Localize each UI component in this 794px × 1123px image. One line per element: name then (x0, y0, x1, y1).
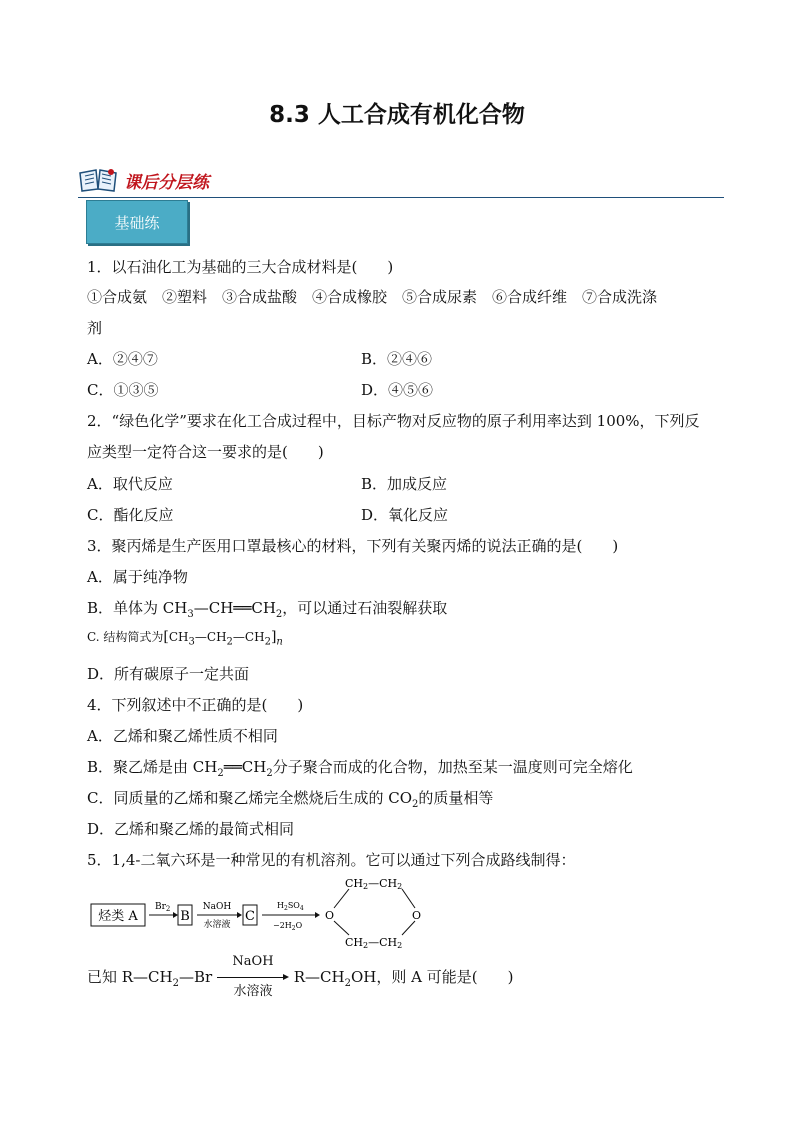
q2-option-d: D．氧化反应 (361, 506, 449, 524)
q4-option-d: D．乙烯和聚乙烯的最简式相同 (87, 820, 295, 838)
q4-option-b: B．聚乙烯是由 $CH_2══CH_2$分子聚合而成的化合物，加热至某一温度则可完全熔化 (87, 758, 633, 779)
known-arrow: NaOH 水溶液 (217, 968, 289, 988)
reagent-3-bottom: $-2H_2O$ (273, 921, 303, 932)
q1-option-d: D．④⑤⑥ (361, 381, 434, 399)
q1-option-b: B．②④⑥ (361, 350, 433, 368)
q1-items: ①合成氨 ②塑料 ③合成盐酸 ④合成橡胶 ⑤合成尿素 ⑥合成纤维 ⑦合成洗涤 (87, 288, 658, 306)
reagent-3-top: $H_2SO_4$ (277, 901, 304, 912)
q1-stem: 1．以石油化工为基础的三大合成材料是( ) (87, 258, 394, 276)
bond-3 (402, 889, 415, 908)
ring-bottom: CH2—CH2 (345, 936, 403, 950)
reagent-2-bottom: 水溶液 (203, 920, 231, 930)
box-c: C (245, 909, 255, 924)
q1-option-c: C．①③⑤ (87, 381, 159, 399)
book-icon (78, 167, 118, 193)
q3-option-a: A．属于纯净物 (87, 568, 188, 586)
bond-4 (402, 921, 415, 935)
synthesis-route (87, 874, 447, 958)
box-a: 烃类 A (98, 909, 138, 924)
ring-o-right: O (412, 909, 422, 922)
q3-stem: 3．聚丙烯是生产医用口罩最核心的材料，下列有关聚丙烯的说法正确的是( ) (87, 537, 619, 555)
q3-option-b: B．单体为 $CH_3—CH══CH_2$，可以通过石油裂解获取 (87, 599, 448, 620)
q4-option-a: A．乙烯和聚乙烯性质不相同 (87, 727, 278, 745)
q2-stem-cont: 应类型一定符合这一要求的是( ) (87, 443, 324, 461)
q2-option-a: A．取代反应 (87, 475, 173, 493)
q5-known: 已知 $R—CH_2—Br$ NaOH 水溶液 $R—CH_2OH$，则 A 可能是( ) (87, 954, 514, 999)
reagent-2-top: NaOH (202, 902, 232, 912)
q1-option-a: A．②④⑦ (87, 350, 158, 368)
q5-stem: 5．1,4-二氧六环是一种常见的有机溶剂。它可以通过下列合成路线制得： (87, 851, 576, 869)
ring-o-left: O (325, 909, 335, 922)
box-b: B (180, 909, 190, 924)
bond-1 (334, 889, 349, 908)
reagent-1: $Br_2$ (155, 902, 171, 913)
level-chip: 基础练 (86, 200, 188, 244)
q1-items-cont: 剂 (87, 319, 103, 337)
q2-option-c: C．酯化反应 (87, 506, 174, 524)
section-header (78, 164, 724, 198)
q2-option-b: B．加成反应 (361, 475, 448, 493)
header-divider (78, 197, 724, 198)
q4-stem: 4．下列叙述中不正确的是( ) (87, 696, 304, 714)
q2-stem: 2．“绿色化学”要求在化工合成过程中，目标产物对反应物的原子利用率达到 100%，下列反 (87, 412, 700, 430)
page-title: 8.3 人工合成有机化合物 (269, 102, 525, 128)
ring-top: CH2—CH2 (345, 877, 403, 891)
section-header-label: 课后分层练 (124, 173, 209, 193)
synthesis-route-diagram (87, 874, 447, 954)
q3-option-c: C. 结构简式为$[CH_3—CH_2—CH_2]_n$ (87, 629, 283, 648)
q3-option-d: D．所有碳原子一定共面 (87, 665, 250, 683)
bond-2 (334, 921, 349, 935)
q4-option-c: C．同质量的乙烯和聚乙烯完全燃烧后生成的 $CO_2$的质量相等 (87, 789, 494, 810)
